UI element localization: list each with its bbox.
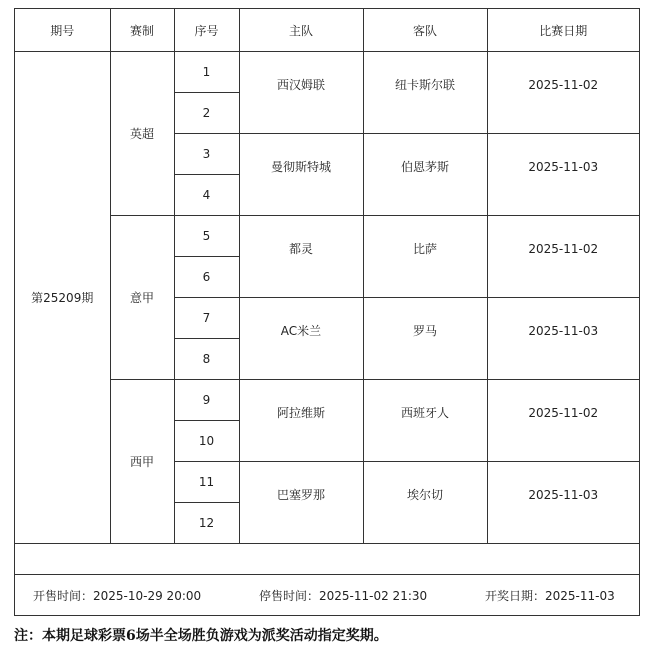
home-team-cell xyxy=(239,52,363,134)
match-date-cell xyxy=(487,134,639,216)
away-team-cell xyxy=(363,298,487,380)
match-date-cell xyxy=(487,298,639,380)
away-team: 比萨 xyxy=(412,242,437,256)
seq-cell: 10 xyxy=(174,421,239,462)
table-row xyxy=(15,52,639,93)
away-team: 罗马 xyxy=(412,324,437,338)
away-team-cell xyxy=(363,216,487,298)
league-cell: 英超 xyxy=(110,52,174,216)
match-date-cell xyxy=(487,462,639,544)
seq-cell: 12 xyxy=(174,503,239,544)
league-cell: 意甲 xyxy=(110,216,174,380)
away-team: 伯恩茅斯 xyxy=(400,160,449,174)
match-date: 2025-11-03 xyxy=(528,323,599,338)
header-home: 主队 xyxy=(239,9,363,52)
home-team: 阿拉维斯 xyxy=(276,406,325,420)
match-date: 2025-11-02 xyxy=(528,405,599,420)
header-date: 比赛日期 xyxy=(487,9,639,52)
sale-end-time: 停售时间：2025-11-02 21:30 xyxy=(259,589,428,603)
match-date-cell xyxy=(487,216,639,298)
match-date-cell xyxy=(487,380,639,462)
away-team-cell xyxy=(363,52,487,134)
draw-date: 开奖日期：2025-11-03 xyxy=(485,589,615,603)
away-team: 埃尔切 xyxy=(406,488,443,502)
match-date: 2025-11-03 xyxy=(528,159,599,174)
home-team: 西汉姆联 xyxy=(276,78,325,92)
home-team-cell xyxy=(239,134,363,216)
header-away: 客队 xyxy=(363,9,487,52)
home-team: 都灵 xyxy=(288,242,313,256)
home-team: 曼彻斯特城 xyxy=(270,160,331,174)
seq-cell: 11 xyxy=(174,462,239,503)
home-team-cell xyxy=(239,380,363,462)
lottery-schedule-sheet xyxy=(14,8,640,616)
seq-cell: 1 xyxy=(174,52,239,93)
away-team: 西班牙人 xyxy=(400,406,449,420)
seq-cell: 3 xyxy=(174,134,239,175)
away-team-cell xyxy=(363,462,487,544)
home-team: AC米兰 xyxy=(280,324,322,338)
header-format: 赛制 xyxy=(110,9,174,52)
seq-cell: 4 xyxy=(174,175,239,216)
away-team-cell xyxy=(363,380,487,462)
match-date-cell xyxy=(487,52,639,134)
home-team-cell xyxy=(239,216,363,298)
home-team-cell xyxy=(239,462,363,544)
blank-row xyxy=(15,546,639,575)
match-table xyxy=(15,9,639,544)
match-date: 2025-11-02 xyxy=(528,241,599,256)
issue-number-cell: 第25209期 xyxy=(15,52,110,544)
sale-info-footer xyxy=(15,575,639,615)
seq-cell: 2 xyxy=(174,93,239,134)
match-date: 2025-11-03 xyxy=(528,487,599,502)
seq-cell: 8 xyxy=(174,339,239,380)
seq-cell: 9 xyxy=(174,380,239,421)
promo-note: 注：本期足球彩票6场半全场胜负游戏为派奖活动指定奖期。 xyxy=(14,628,388,644)
sale-start-time: 开售时间：2025-10-29 20:00 xyxy=(33,589,202,603)
home-team: 巴塞罗那 xyxy=(276,488,325,502)
match-date: 2025-11-02 xyxy=(528,77,599,92)
seq-cell: 7 xyxy=(174,298,239,339)
seq-cell: 5 xyxy=(174,216,239,257)
league-cell: 西甲 xyxy=(110,380,174,544)
away-team-cell xyxy=(363,134,487,216)
header-row xyxy=(15,9,639,52)
home-team-cell xyxy=(239,298,363,380)
header-issue: 期号 xyxy=(15,9,110,52)
header-seq: 序号 xyxy=(174,9,239,52)
away-team: 纽卡斯尔联 xyxy=(394,78,455,92)
seq-cell: 6 xyxy=(174,257,239,298)
